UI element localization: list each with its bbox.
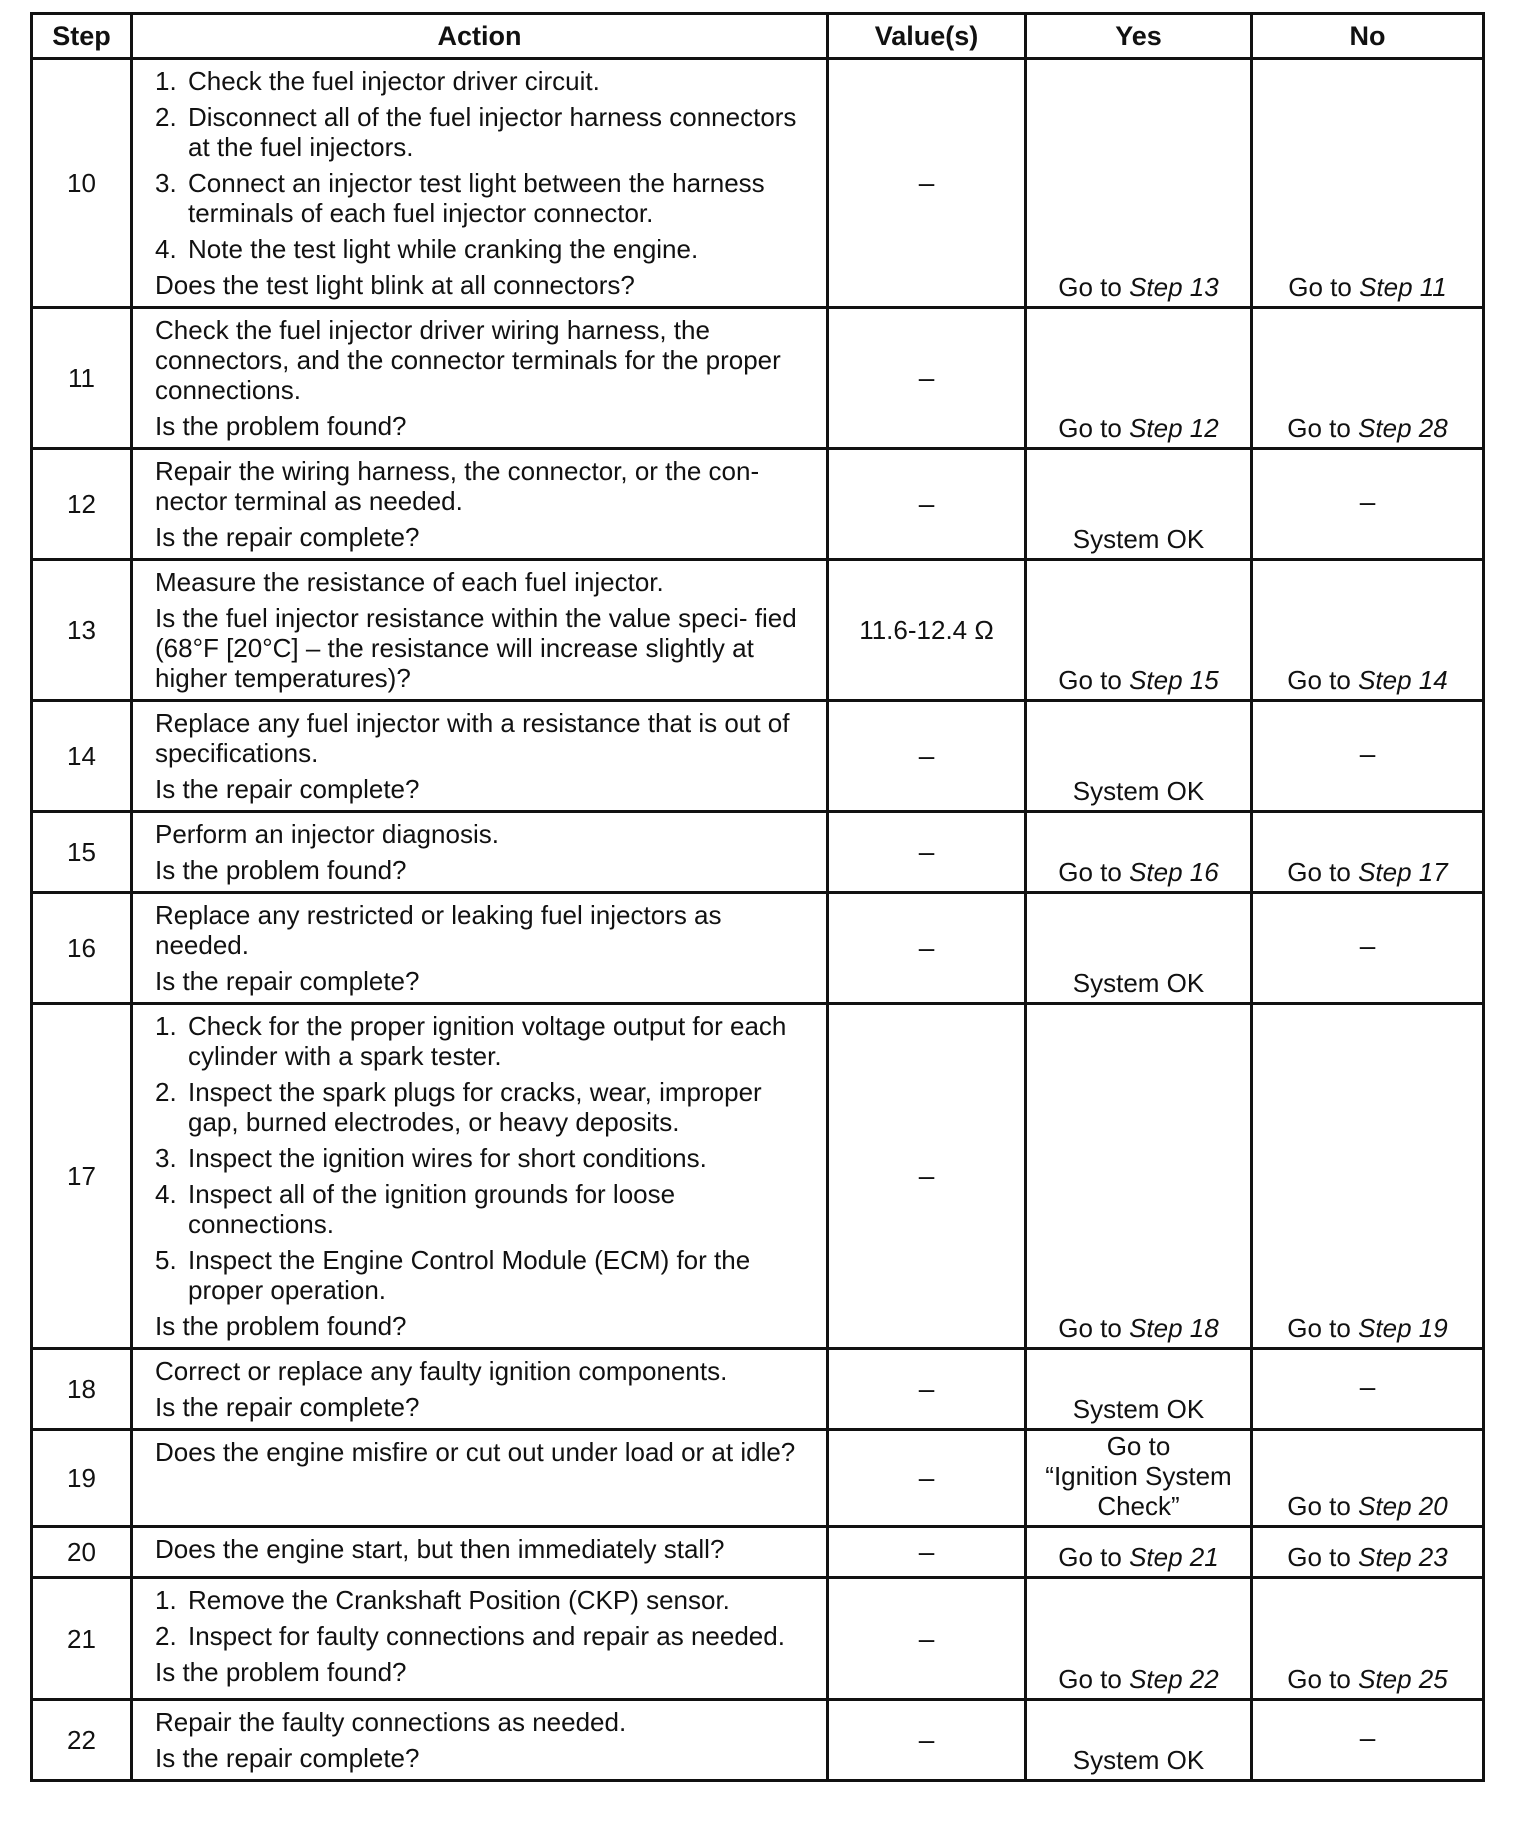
no-step-link: Step 20	[1358, 1491, 1448, 1521]
list-number: 2.	[155, 1077, 177, 1107]
action-cell	[132, 812, 828, 893]
action-list	[155, 1011, 816, 1305]
step-number: 19	[32, 1430, 132, 1527]
table-row	[32, 1349, 1484, 1430]
step-number: 15	[32, 812, 132, 893]
list-item-text: Inspect all of the ignition grounds for loose connections.	[188, 1179, 676, 1239]
action-list-item	[155, 1585, 816, 1615]
no-result-prefix: Go to	[1287, 857, 1359, 887]
no-result	[1252, 701, 1484, 812]
header-no: No	[1252, 14, 1484, 59]
diagnostic-table-page	[30, 12, 1482, 1782]
yes-result	[1026, 893, 1252, 1004]
yes-result-line: Check”	[1097, 1491, 1180, 1521]
yes-result	[1026, 1430, 1252, 1527]
no-step-link: Step 28	[1358, 413, 1448, 443]
no-result-text: –	[1359, 486, 1376, 517]
yes-result-prefix: Go to	[1058, 665, 1130, 695]
yes-step-link: Step 22	[1129, 1664, 1219, 1694]
step-number: 21	[32, 1578, 132, 1700]
table-row	[32, 59, 1484, 308]
yes-result	[1026, 1578, 1252, 1700]
yes-result-text: System OK	[1072, 524, 1205, 554]
list-number: 4.	[155, 234, 177, 264]
table-row	[32, 449, 1484, 560]
header-step: Step	[32, 14, 132, 59]
action-cell	[132, 1578, 828, 1700]
yes-step-link: Step 18	[1129, 1313, 1219, 1343]
value-cell: –	[828, 59, 1026, 308]
yes-result	[1026, 308, 1252, 449]
step-number: 20	[32, 1527, 132, 1578]
step-number: 22	[32, 1700, 132, 1781]
no-result	[1252, 308, 1484, 449]
value-cell: –	[828, 1430, 1026, 1527]
no-result-prefix: Go to	[1287, 1313, 1359, 1343]
table-row	[32, 1700, 1484, 1781]
action-cell	[132, 560, 828, 701]
no-result-text: –	[1359, 930, 1376, 961]
action-question: Is the repair complete?	[155, 1392, 420, 1422]
list-item-text: Check the fuel injector driver circuit.	[188, 66, 600, 96]
yes-result	[1026, 1527, 1252, 1578]
step-number: 12	[32, 449, 132, 560]
action-list-item	[155, 1621, 816, 1651]
action-cell	[132, 308, 828, 449]
list-number: 5.	[155, 1245, 177, 1275]
action-list-item	[155, 66, 816, 96]
header-action: Action	[132, 14, 828, 59]
no-result	[1252, 1349, 1484, 1430]
no-result-prefix: Go to	[1287, 1542, 1359, 1572]
yes-result	[1026, 812, 1252, 893]
list-item-text: Inspect for faulty connections and repair as needed.	[188, 1621, 785, 1651]
list-item-text: Remove the Crankshaft Position (CKP) sensor.	[188, 1585, 730, 1615]
list-item-text: Check for the proper ignition voltage output for each cylinder with a spark tester.	[188, 1011, 787, 1071]
no-step-link: Step 23	[1358, 1542, 1448, 1572]
table-body	[32, 59, 1484, 1781]
yes-step-link: Step 21	[1129, 1542, 1219, 1572]
value-cell: –	[828, 449, 1026, 560]
yes-result-prefix: Go to	[1058, 272, 1130, 302]
step-number: 16	[32, 893, 132, 1004]
no-step-link: Step 17	[1358, 857, 1448, 887]
action-text: Correct or replace any faulty ignition components.	[155, 1356, 728, 1386]
action-cell	[132, 449, 828, 560]
no-step-link: Step 25	[1358, 1664, 1448, 1694]
table-row	[32, 560, 1484, 701]
yes-result	[1026, 1700, 1252, 1781]
no-result-text: –	[1359, 1371, 1376, 1402]
no-result-prefix: Go to	[1287, 1491, 1359, 1521]
yes-result-text: System OK	[1072, 968, 1205, 998]
yes-result	[1026, 701, 1252, 812]
action-question: Is the repair complete?	[155, 966, 420, 996]
yes-result-prefix: Go to	[1058, 413, 1130, 443]
value-cell: –	[828, 308, 1026, 449]
table-row	[32, 1430, 1484, 1527]
list-item-text: Note the test light while cranking the engine.	[188, 234, 699, 264]
action-cell	[132, 1700, 828, 1781]
diagnostic-table	[30, 12, 1485, 1782]
action-list-item	[155, 1077, 816, 1137]
action-text: Repair the wiring harness, the connector, or the con- nector terminal as needed.	[155, 456, 760, 516]
header-row	[32, 14, 1484, 59]
no-result-text: –	[1359, 738, 1376, 769]
action-question: Is the repair complete?	[155, 522, 420, 552]
table-row	[32, 1527, 1484, 1578]
value-cell: –	[828, 701, 1026, 812]
value-cell: –	[828, 1004, 1026, 1349]
action-list-item	[155, 1179, 816, 1239]
no-result	[1252, 812, 1484, 893]
action-text: Does the engine start, but then immediately stall?	[155, 1534, 725, 1564]
action-cell	[132, 893, 828, 1004]
action-cell	[132, 59, 828, 308]
action-list-item	[155, 1143, 816, 1173]
yes-step-link: Step 12	[1129, 413, 1219, 443]
yes-result	[1026, 1004, 1252, 1349]
no-result-prefix: Go to	[1287, 1664, 1359, 1694]
list-item-text: Inspect the ignition wires for short conditions.	[188, 1143, 707, 1173]
yes-result-line: Go to	[1106, 1431, 1171, 1461]
no-result	[1252, 59, 1484, 308]
no-result-prefix: Go to	[1287, 413, 1359, 443]
header-values: Value(s)	[828, 14, 1026, 59]
list-number: 3.	[155, 1143, 177, 1173]
step-number: 13	[32, 560, 132, 701]
action-cell	[132, 1430, 828, 1527]
yes-result-prefix: Go to	[1058, 1664, 1130, 1694]
yes-result-text: System OK	[1072, 1394, 1205, 1424]
yes-result	[1026, 59, 1252, 308]
action-cell	[132, 1527, 828, 1578]
action-list	[155, 1585, 816, 1651]
list-number: 2.	[155, 102, 177, 132]
no-result	[1252, 1430, 1484, 1527]
no-result-prefix: Go to	[1288, 272, 1360, 302]
header-yes: Yes	[1026, 14, 1252, 59]
step-number: 14	[32, 701, 132, 812]
no-step-link: Step 14	[1358, 665, 1448, 695]
list-item-text: Inspect the spark plugs for cracks, wear, improper gap, burned electrodes, or heavy deposits.	[188, 1077, 762, 1137]
action-list-item	[155, 168, 816, 228]
list-number: 1.	[155, 1585, 177, 1615]
no-result	[1252, 1004, 1484, 1349]
action-text: Measure the resistance of each fuel injector.	[155, 567, 664, 597]
no-result	[1252, 1700, 1484, 1781]
table-row	[32, 701, 1484, 812]
no-step-link: Step 19	[1358, 1313, 1448, 1343]
action-text: Does the engine misfire or cut out under load or at idle?	[155, 1437, 796, 1467]
no-result	[1252, 449, 1484, 560]
list-number: 1.	[155, 66, 177, 96]
list-number: 3.	[155, 168, 177, 198]
no-result	[1252, 893, 1484, 1004]
action-list-item	[155, 1245, 816, 1305]
action-text: Perform an injector diagnosis.	[155, 819, 499, 849]
list-number: 4.	[155, 1179, 177, 1209]
table-row	[32, 308, 1484, 449]
value-cell: –	[828, 1349, 1026, 1430]
list-item-text: Inspect the Engine Control Module (ECM) for the proper operation.	[188, 1245, 751, 1305]
list-item-text: Connect an injector test light between the harness terminals of each fuel injector connector.	[188, 168, 765, 228]
action-question: Does the test light blink at all connectors?	[155, 270, 635, 300]
action-text: Replace any restricted or leaking fuel injectors as needed.	[155, 900, 722, 960]
action-list-item	[155, 102, 816, 162]
value-cell: –	[828, 893, 1026, 1004]
no-result-text: –	[1359, 1722, 1376, 1753]
action-cell	[132, 1349, 828, 1430]
table-row	[32, 1004, 1484, 1349]
list-number: 2.	[155, 1621, 177, 1651]
yes-result-text: System OK	[1072, 1745, 1205, 1775]
yes-step-link: Step 13	[1129, 272, 1219, 302]
action-question: Is the problem found?	[155, 411, 407, 441]
step-number: 11	[32, 308, 132, 449]
yes-result-prefix: Go to	[1058, 1313, 1130, 1343]
no-result	[1252, 1578, 1484, 1700]
yes-step-link: Step 16	[1129, 857, 1219, 887]
action-list-item	[155, 234, 816, 264]
action-question: Is the repair complete?	[155, 1743, 420, 1773]
value-cell: 11.6-12.4 Ω	[828, 560, 1026, 701]
step-number: 17	[32, 1004, 132, 1349]
action-text: Repair the faulty connections as needed.	[155, 1707, 627, 1737]
action-text: Check the fuel injector driver wiring harness, the connectors, and the connector terminals for the proper connections.	[155, 315, 781, 405]
step-number: 10	[32, 59, 132, 308]
action-question: Is the problem found?	[155, 1657, 407, 1687]
action-text: Replace any fuel injector with a resistance that is out of specifications.	[155, 708, 790, 768]
no-step-link: Step 11	[1359, 272, 1447, 302]
table-row	[32, 812, 1484, 893]
yes-result-line: “Ignition System	[1045, 1461, 1232, 1491]
value-cell: –	[828, 1578, 1026, 1700]
action-list-item	[155, 1011, 816, 1071]
list-number: 1.	[155, 1011, 177, 1041]
value-cell: –	[828, 1700, 1026, 1781]
value-cell: –	[828, 812, 1026, 893]
yes-result	[1026, 1349, 1252, 1430]
table-row	[32, 893, 1484, 1004]
no-result	[1252, 1527, 1484, 1578]
action-cell	[132, 701, 828, 812]
no-result-prefix: Go to	[1287, 665, 1359, 695]
action-question: Is the fuel injector resistance within the value speci- fied (68°F [20°C] – the resistance will increase slightly at higher temperatures)?	[155, 603, 797, 693]
table-row	[32, 1578, 1484, 1700]
action-question: Is the problem found?	[155, 1311, 407, 1341]
yes-step-link: Step 15	[1129, 665, 1219, 695]
yes-result-text: System OK	[1072, 776, 1205, 806]
yes-result	[1026, 449, 1252, 560]
step-number: 18	[32, 1349, 132, 1430]
list-item-text: Disconnect all of the fuel injector harness connectors at the fuel injectors.	[188, 102, 797, 162]
action-cell	[132, 1004, 828, 1349]
action-question: Is the repair complete?	[155, 774, 420, 804]
action-list	[155, 66, 816, 264]
action-question: Is the problem found?	[155, 855, 407, 885]
no-result	[1252, 560, 1484, 701]
yes-result-prefix: Go to	[1058, 1542, 1130, 1572]
value-cell: –	[828, 1527, 1026, 1578]
yes-result-prefix: Go to	[1058, 857, 1130, 887]
yes-result	[1026, 560, 1252, 701]
